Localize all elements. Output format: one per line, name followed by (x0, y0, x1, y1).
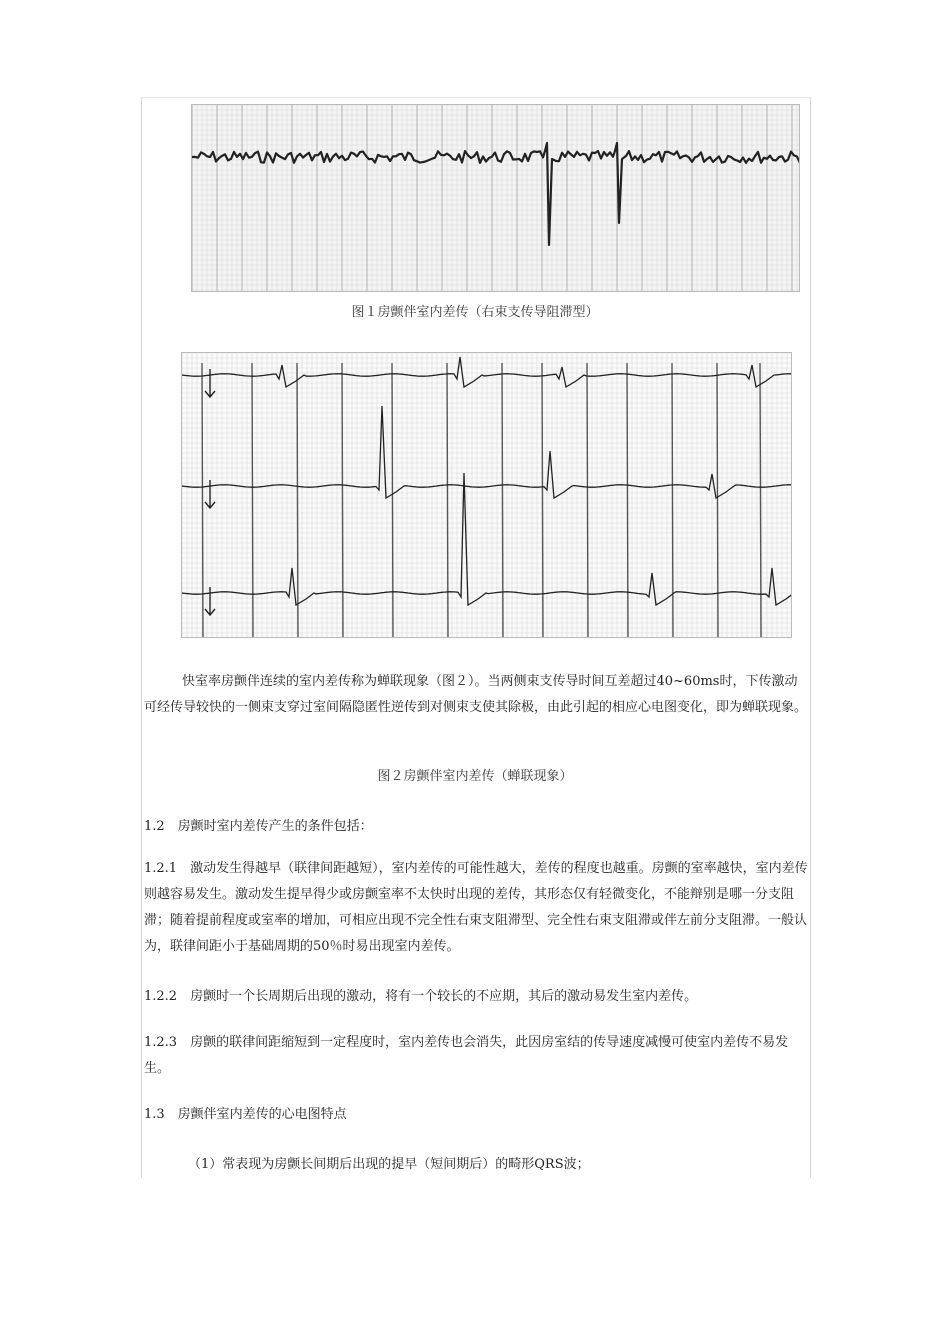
paragraph-1-2-1: 1.2.1 激动发生得越早（联律间距越短），室内差传的可能性越大，差传的程度也越重。房颤的室率越快，室内差传则越容易发生。激动发生提早得少或房颤室率不太快时出现的差传，其形态仅有轻微变化，不能辩别是哪一分支阻滞；随着提前程度或室率的增加，可相应出现不完全性右束支阻滞型、完全性右束支阻滞或伴左前分支阻滞。一般认为，联律间距小于基础周期的50％时易出现室内差传。 (144, 861, 808, 954)
intro-paragraph: 快室率房颤伴连续的室内差传称为蝉联现象（图２）。当两侧束支传导时间互差超过40~60ms时，下传激动可经传导较快的一侧束支穿过室间隔隐匿性逆传到对侧束支使其除极，由此引起的相应心电图变化，即为蝉联现象。 (144, 674, 808, 715)
ecg-figure-2 (181, 352, 792, 638)
list-item-1: （1）常表现为房颤长间期后出现的提早（短间期后）的畸形QRS波； (188, 1157, 590, 1172)
section-heading-1-2: 1.2 房颤时室内差传产生的条件包括： (144, 819, 373, 834)
section-heading-1-3: 1.3 房颤伴室内差传的心电图特点 (144, 1107, 347, 1122)
figure-2-caption: 图２房颤伴室内差传（蝉联现象） (377, 769, 573, 784)
paragraph-1-2-2: 1.2.2 房颤时一个长周期后出现的激动，将有一个较长的不应期，其后的激动易发生室内差传。 (144, 989, 698, 1004)
ecg-paper (192, 105, 799, 291)
paragraph-1-2-3: 1.2.3 房颤的联律间距缩短到一定程度时，室内差传也会消失，此因房室结的传导速度减慢可使室内差传不易发生。 (144, 1035, 789, 1076)
ecg-figure-1 (191, 104, 800, 292)
figure-1-caption: 图１房颤伴室内差传（右束支传导阻滞型） (351, 305, 599, 320)
